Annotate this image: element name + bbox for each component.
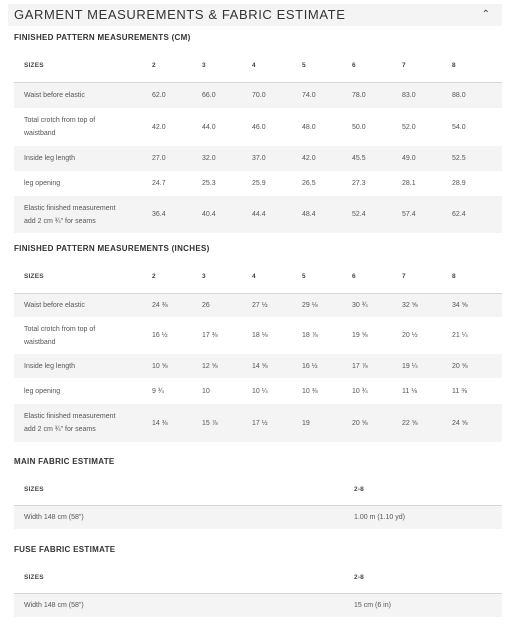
table-cell: 62.4 bbox=[452, 211, 466, 218]
table-cell: 27.0 bbox=[152, 155, 166, 162]
table-cell: 12 ⅝ bbox=[202, 362, 218, 370]
size-header: 7 bbox=[402, 50, 452, 82]
row-label-line: add 2 cm ¾" for seams bbox=[24, 426, 96, 433]
table-cell: 57.4 bbox=[402, 211, 416, 218]
table-cell: 16 ½ bbox=[302, 362, 318, 370]
table-cell: 10 bbox=[202, 387, 210, 395]
table-cell: 1.00 m (1.10 yd) bbox=[354, 513, 405, 521]
table-row bbox=[14, 171, 502, 196]
table-cell: 17 ⅜ bbox=[202, 332, 218, 339]
table-cell: 42.0 bbox=[302, 155, 316, 162]
table-cell: 29 ⅛ bbox=[302, 301, 318, 309]
row-label bbox=[14, 317, 152, 354]
table-row bbox=[14, 293, 502, 317]
table-cell: 40.4 bbox=[202, 211, 216, 218]
main-fabric-table bbox=[14, 475, 502, 529]
row-label bbox=[14, 293, 152, 317]
table-cell: 48.0 bbox=[302, 123, 316, 131]
main-fabric-title: MAIN FABRIC ESTIMATE bbox=[14, 457, 115, 466]
table-cell: 52.0 bbox=[402, 123, 416, 131]
table-cell: 26.5 bbox=[302, 180, 316, 187]
row-label bbox=[14, 404, 152, 442]
size-header: 2 bbox=[152, 50, 202, 82]
row-label-line: Elastic finished measurement bbox=[24, 413, 116, 420]
size-header: 8 bbox=[452, 50, 502, 82]
table-cell: 24 ⅝ bbox=[452, 419, 468, 427]
table-cell: 14 ⅜ bbox=[152, 419, 168, 427]
table-row bbox=[14, 354, 502, 378]
table-row bbox=[14, 593, 502, 617]
table-cell: 21 ¼ bbox=[452, 332, 468, 339]
size-header: 2 bbox=[152, 261, 202, 293]
row-label-line: Total crotch from top of bbox=[24, 117, 96, 124]
table-cell: 62.0 bbox=[152, 91, 166, 99]
table-cell: 46.0 bbox=[252, 123, 266, 131]
table-cell: 25.3 bbox=[202, 180, 216, 187]
table-cell: 52.4 bbox=[352, 211, 366, 218]
size-header: 6 bbox=[352, 50, 402, 82]
table-cell: 48.4 bbox=[302, 211, 316, 218]
size-range-header: 2-8 bbox=[354, 563, 502, 593]
table-cell: 16 ½ bbox=[152, 332, 168, 339]
sizes-header: SIZES bbox=[14, 563, 354, 593]
size-header: 3 bbox=[202, 50, 252, 82]
table-cell: 88.0 bbox=[452, 91, 466, 99]
table-row bbox=[14, 108, 502, 146]
size-header: 8 bbox=[452, 261, 502, 293]
row-label bbox=[14, 354, 152, 378]
table-cell: 44.4 bbox=[252, 211, 266, 218]
table-row bbox=[14, 378, 502, 404]
table-row bbox=[14, 317, 502, 354]
table-cell: 20 ½ bbox=[402, 332, 418, 339]
table-cell: 50.0 bbox=[352, 123, 366, 131]
size-range-header: 2-8 bbox=[354, 475, 502, 505]
header-row bbox=[14, 50, 502, 82]
table-cell: 66.0 bbox=[202, 91, 216, 99]
table-cell: 45.5 bbox=[352, 155, 366, 162]
table-cell: 18 ⅛ bbox=[252, 332, 268, 339]
table-cell: 22 ⅝ bbox=[402, 419, 418, 427]
table-cell: 19 bbox=[302, 419, 310, 427]
table-cell: 32 ⅝ bbox=[402, 301, 418, 309]
table-cell: 52.5 bbox=[452, 155, 466, 162]
size-header: 5 bbox=[302, 50, 352, 82]
row-label: Width 148 cm (58") bbox=[24, 513, 84, 521]
table-cell: 36.4 bbox=[152, 211, 166, 218]
sizes-header: SIZES bbox=[14, 261, 152, 293]
size-header: 7 bbox=[402, 261, 452, 293]
table-row bbox=[14, 146, 502, 171]
table-cell: 32.0 bbox=[202, 155, 216, 162]
table-cell: 14 ⅝ bbox=[252, 362, 268, 370]
table-cell: 26 bbox=[202, 301, 210, 309]
cm-table-title: FINISHED PATTERN MEASUREMENTS (CM) bbox=[14, 33, 191, 42]
chevron-up-icon[interactable]: ⌃ bbox=[481, 9, 490, 20]
table-row bbox=[14, 82, 502, 108]
row-label-line: Total crotch from top of bbox=[24, 325, 96, 333]
table-cell: 10 ⅝ bbox=[152, 362, 168, 370]
inches-measurements-table bbox=[14, 261, 502, 442]
row-label-line: waistband bbox=[24, 130, 56, 137]
section-title: GARMENT MEASUREMENTS & FABRIC ESTIMATE bbox=[14, 7, 346, 22]
cm-measurements-table bbox=[14, 50, 502, 233]
row-label-line: waistband bbox=[24, 338, 56, 346]
section-header[interactable] bbox=[8, 4, 502, 26]
size-header: 4 bbox=[252, 50, 302, 82]
table-cell: 10 ¾ bbox=[352, 387, 368, 395]
sizes-header: SIZES bbox=[14, 475, 354, 505]
size-header: 5 bbox=[302, 261, 352, 293]
row-label-line: leg opening bbox=[24, 180, 61, 187]
row-label-line: Elastic finished measurement bbox=[24, 204, 116, 212]
header-row bbox=[14, 261, 502, 293]
row-label-line: leg opening bbox=[24, 387, 61, 395]
row-label bbox=[14, 378, 152, 404]
sizes-header: SIZES bbox=[14, 50, 152, 82]
table-cell: 44.0 bbox=[202, 123, 216, 131]
row-label-line: add 2 cm ¾" for seams bbox=[24, 217, 96, 225]
row-label bbox=[14, 171, 152, 196]
table-cell: 28.9 bbox=[452, 180, 466, 187]
table-cell: 27.3 bbox=[352, 180, 366, 187]
row-label bbox=[14, 196, 152, 233]
table-cell: 18 ⅞ bbox=[302, 332, 318, 339]
table-cell: 54.0 bbox=[452, 123, 466, 131]
table-cell: 11 ⅜ bbox=[452, 387, 468, 395]
table-row bbox=[14, 404, 502, 442]
row-label-line: Waist before elastic bbox=[24, 301, 85, 309]
inches-table-title: FINISHED PATTERN MEASUREMENTS (INCHES) bbox=[14, 244, 210, 253]
row-label-line: Waist before elastic bbox=[24, 91, 85, 99]
table-cell: 74.0 bbox=[302, 91, 316, 99]
table-cell: 11 ⅛ bbox=[402, 387, 418, 395]
fuse-fabric-title: FUSE FABRIC ESTIMATE bbox=[14, 545, 116, 554]
row-label bbox=[14, 108, 152, 146]
table-cell: 19 ¼ bbox=[402, 362, 418, 370]
table-cell: 17 ⅞ bbox=[352, 362, 368, 370]
table-cell: 9 ¾ bbox=[152, 387, 164, 395]
table-cell: 28.1 bbox=[402, 180, 416, 187]
table-cell: 70.0 bbox=[252, 91, 266, 99]
header-row bbox=[14, 563, 502, 593]
table-cell: 19 ⅝ bbox=[352, 332, 368, 339]
size-header: 6 bbox=[352, 261, 402, 293]
header-row bbox=[14, 475, 502, 505]
table-cell: 15 ⅞ bbox=[202, 419, 218, 427]
table-cell: 24 ⅜ bbox=[152, 301, 168, 309]
table-cell: 78.0 bbox=[352, 91, 366, 99]
table-cell: 15 cm (6 in) bbox=[354, 601, 391, 609]
table-cell: 24.7 bbox=[152, 180, 166, 187]
table-cell: 20 ⅝ bbox=[452, 362, 468, 370]
table-cell: 37.0 bbox=[252, 155, 266, 162]
row-label bbox=[14, 146, 152, 171]
table-cell: 30 ¾ bbox=[352, 301, 368, 309]
row-label bbox=[14, 82, 152, 108]
table-cell: 20 ⅝ bbox=[352, 419, 368, 427]
size-header: 4 bbox=[252, 261, 302, 293]
table-row bbox=[14, 196, 502, 233]
fuse-fabric-table bbox=[14, 563, 502, 617]
table-cell: 34 ⅝ bbox=[452, 301, 468, 309]
table-cell: 10 ⅜ bbox=[302, 387, 318, 395]
table-cell: 17 ½ bbox=[252, 419, 268, 427]
row-label-line: Inside leg length bbox=[24, 362, 75, 370]
row-label-line: Inside leg length bbox=[24, 155, 75, 162]
table-row bbox=[14, 505, 502, 529]
size-header: 3 bbox=[202, 261, 252, 293]
table-cell: 83.0 bbox=[402, 91, 416, 99]
table-cell: 49.0 bbox=[402, 155, 416, 162]
table-cell: 10 ¼ bbox=[252, 387, 268, 395]
table-cell: 27 ½ bbox=[252, 301, 268, 309]
row-label: Width 148 cm (58") bbox=[24, 601, 84, 609]
table-cell: 25.9 bbox=[252, 180, 266, 187]
table-cell: 42.0 bbox=[152, 123, 166, 131]
